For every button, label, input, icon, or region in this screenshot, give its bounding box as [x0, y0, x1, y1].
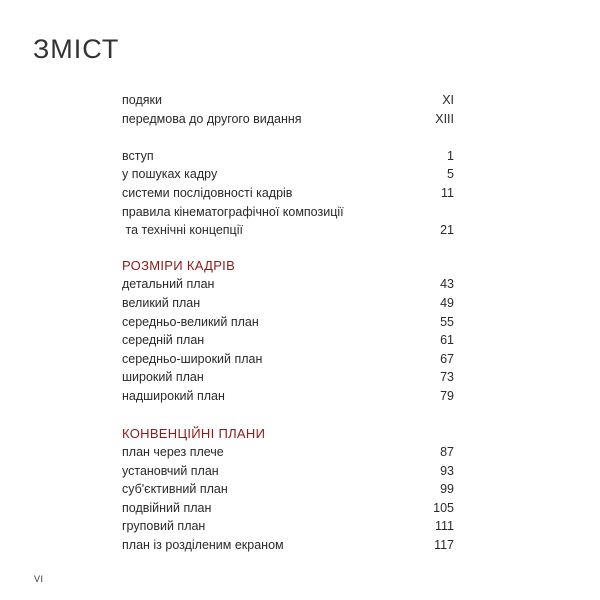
- toc-entry-page: 55: [440, 314, 454, 329]
- toc-entry[interactable]: [122, 147, 454, 166]
- toc-entry[interactable]: [122, 91, 454, 110]
- toc-entry-page: 99: [440, 482, 454, 497]
- toc-entry-page: 93: [440, 463, 454, 478]
- intro-group: [122, 147, 454, 240]
- toc-entry-label: подвійний план: [122, 500, 212, 515]
- toc-entry-label: вступ: [122, 148, 154, 163]
- toc-entry[interactable]: [122, 536, 454, 555]
- toc-entry-page: 79: [440, 388, 454, 403]
- front-matter-group: [122, 91, 454, 128]
- toc-entry-label: у пошуках кадру: [122, 167, 218, 182]
- toc-entry-label: системи послідовності кадрів: [122, 185, 293, 200]
- toc-entry[interactable]: [122, 184, 454, 203]
- toc-entry[interactable]: [122, 165, 454, 184]
- toc-entry-label: середньо-великий план: [122, 314, 259, 329]
- toc-entry-label: правила кінематографічної композиції та технічні концепції: [122, 204, 344, 238]
- toc-entry-label: середній план: [122, 333, 205, 348]
- toc-entry[interactable]: [122, 294, 454, 313]
- page-title: ЗМІСТ: [33, 34, 120, 64]
- toc-entry-page: 117: [434, 538, 454, 553]
- page-number: VI: [34, 574, 44, 584]
- toc-entry[interactable]: [122, 331, 454, 350]
- toc-entry-label: груповий план: [122, 519, 206, 534]
- toc-entry-label: надширокий план: [122, 388, 225, 403]
- toc-entry-label: широкий план: [122, 370, 204, 385]
- toc-entry-page: 49: [440, 295, 454, 310]
- section-conventional-shots: [122, 425, 454, 555]
- toc-entry[interactable]: [122, 443, 454, 462]
- toc-entry-label: передмова до другого видання: [122, 111, 302, 126]
- toc-entry[interactable]: [122, 517, 454, 536]
- toc-entry-label: план із розділеним екраном: [122, 538, 284, 553]
- toc-entry[interactable]: [122, 350, 454, 369]
- toc-entry-page: 21: [440, 223, 454, 238]
- toc-entry[interactable]: [122, 203, 454, 240]
- toc-entry[interactable]: [122, 480, 454, 499]
- toc-entry-page: 87: [440, 445, 454, 460]
- toc-entry-label: подяки: [122, 93, 162, 107]
- toc-entry-page: 1: [447, 148, 454, 163]
- toc-entry[interactable]: [122, 462, 454, 481]
- toc-entry-page: 61: [440, 333, 454, 348]
- spacer: [122, 240, 454, 257]
- toc-entry-page: 43: [440, 277, 454, 292]
- table-of-contents: [122, 91, 454, 555]
- toc-entry-label: середньо-широкий план: [122, 351, 263, 366]
- toc-entry-page: 73: [440, 370, 454, 385]
- toc-entry-label: великий план: [122, 295, 201, 310]
- toc-entry[interactable]: [122, 110, 454, 129]
- toc-entry[interactable]: [122, 313, 454, 332]
- toc-entry-page: 67: [440, 351, 454, 366]
- toc-entry[interactable]: [122, 368, 454, 387]
- toc-entry-page: 5: [447, 167, 454, 182]
- toc-entry-label: суб'єктивний план: [122, 482, 228, 497]
- toc-entry-page: 105: [433, 500, 454, 515]
- toc-entry[interactable]: [122, 499, 454, 518]
- toc-entry-page: XIII: [435, 111, 454, 126]
- toc-entry-page: 11: [441, 185, 454, 200]
- spacer: [122, 128, 454, 147]
- toc-entry-page: XI: [442, 93, 454, 107]
- toc-entry[interactable]: [122, 387, 454, 406]
- toc-entry-label: установчий план: [122, 463, 219, 478]
- toc-entry-label: детальний план: [122, 277, 215, 292]
- toc-entry-label: план через плече: [122, 445, 224, 460]
- section-heading[interactable]: КОНВЕНЦІЙНІ ПЛАНИ: [122, 425, 266, 441]
- section-heading[interactable]: РОЗМІРИ КАДРІВ: [122, 257, 236, 273]
- toc-entry-page: 111: [434, 519, 454, 534]
- toc-entry[interactable]: [122, 275, 454, 294]
- spacer: [122, 406, 454, 425]
- section-frame-sizes: [122, 257, 454, 406]
